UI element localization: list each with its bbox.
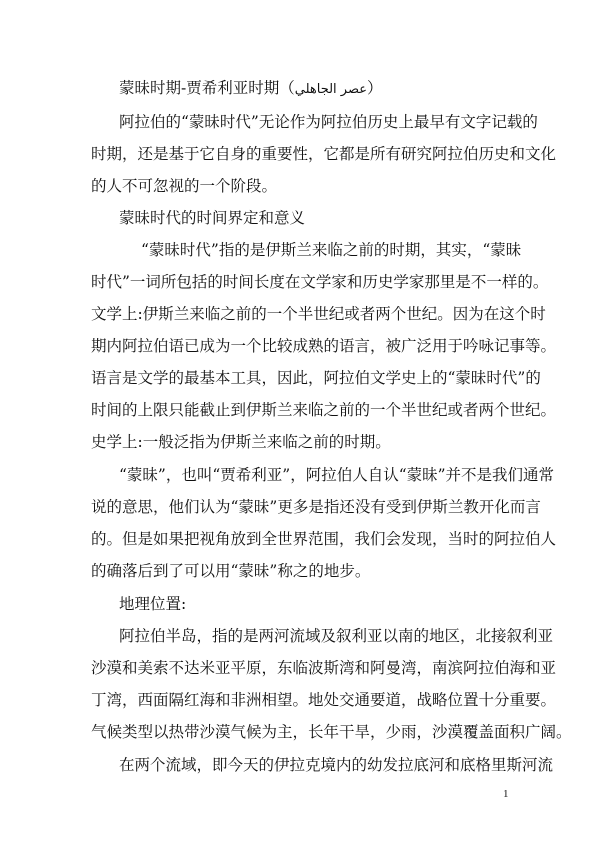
paragraph-2-line-4: 期内阿拉伯语已成为一个比较成熟的语言，被广泛用于吟咏记事等。 (91, 337, 557, 355)
paragraph-4-line-2: 沙漠和美索不达米亚平原，东临波斯湾和阿曼湾，南滨阿拉伯海和亚 (91, 659, 557, 677)
heading-arabic-text: عصر الجاهلي (294, 82, 368, 97)
paragraph-1-line-2: 时期，还是基于它自身的重要性，它都是所有研究阿拉伯历史和文化 (91, 145, 557, 163)
section-heading (119, 78, 516, 100)
paragraph-3-line-1: “蒙昧”，也叫“贾希利亚”，阿拉伯人自认“蒙昧”并不是我们通常 (119, 466, 555, 484)
paragraph-1-line-1: 阿拉伯的“蒙昧时代”无论作为阿拉伯历史上最早有文字记载的 (119, 113, 538, 131)
paragraph-2-line-5: 语言是文学的最基本工具，因此，阿拉伯文学史上的“蒙昧时代”的 (91, 369, 541, 387)
paragraph-2-line-6: 时间的上限只能截止到伊斯兰来临之前的一个半世纪或者两个世纪。 (91, 401, 557, 419)
paragraph-2-line-7: 史学上:一般泛指为伊斯兰来临之前的时期。 (91, 433, 391, 451)
paragraph-3-line-4: 的确落后到了可以用“蒙昧”称之的地步。 (91, 562, 371, 580)
paragraph-1-line-3: 的人不可忽视的一个阶段。 (91, 177, 278, 195)
paragraph-5-line-1: 在两个流域，即今天的伊拉克境内的幼发拉底河和底格里斯河流 (119, 756, 554, 774)
heading-text: 蒙昧时期-贾希利亚时期（ (119, 79, 295, 97)
page-number: 1 (503, 788, 509, 800)
paragraph-3-line-3: 的。但是如果把视角放到全世界范围，我们会发现，当时的阿拉伯人 (91, 530, 557, 548)
paragraph-4-line-4: 气候类型以热带沙漠气候为主，长年干旱，少雨，沙漠覆盖面积广阔。 (91, 723, 572, 741)
paragraph-2-line-2: 时代”一词所包括的时间长度在文学家和历史学家那里是不一样的。 (91, 273, 549, 291)
paragraph-2-line-1: “蒙昧时代”指的是伊斯兰来临之前的时期，其实，“蒙昧 (141, 241, 522, 259)
paragraph-4-line-3: 丁湾，西面隔红海和非洲相望。地处交通要道，战略位置十分重要。 (91, 691, 557, 709)
subheading-time-definition: 蒙昧时代的时间界定和意义 (119, 209, 306, 227)
paragraph-4-line-1: 阿拉伯半岛，指的是两河流域及叙利亚以南的地区，北接叙利亚 (119, 627, 554, 645)
heading-close-paren: ） (367, 79, 383, 97)
subheading-geography: 地理位置: (119, 595, 187, 613)
paragraph-2-line-3: 文学上:伊斯兰来临之前的一个半世纪或者两个世纪。因为在这个时 (91, 305, 546, 323)
paragraph-3-line-2: 说的意思，他们认为“蒙昧”更多是指还没有受到伊斯兰教开化而言 (91, 498, 541, 516)
